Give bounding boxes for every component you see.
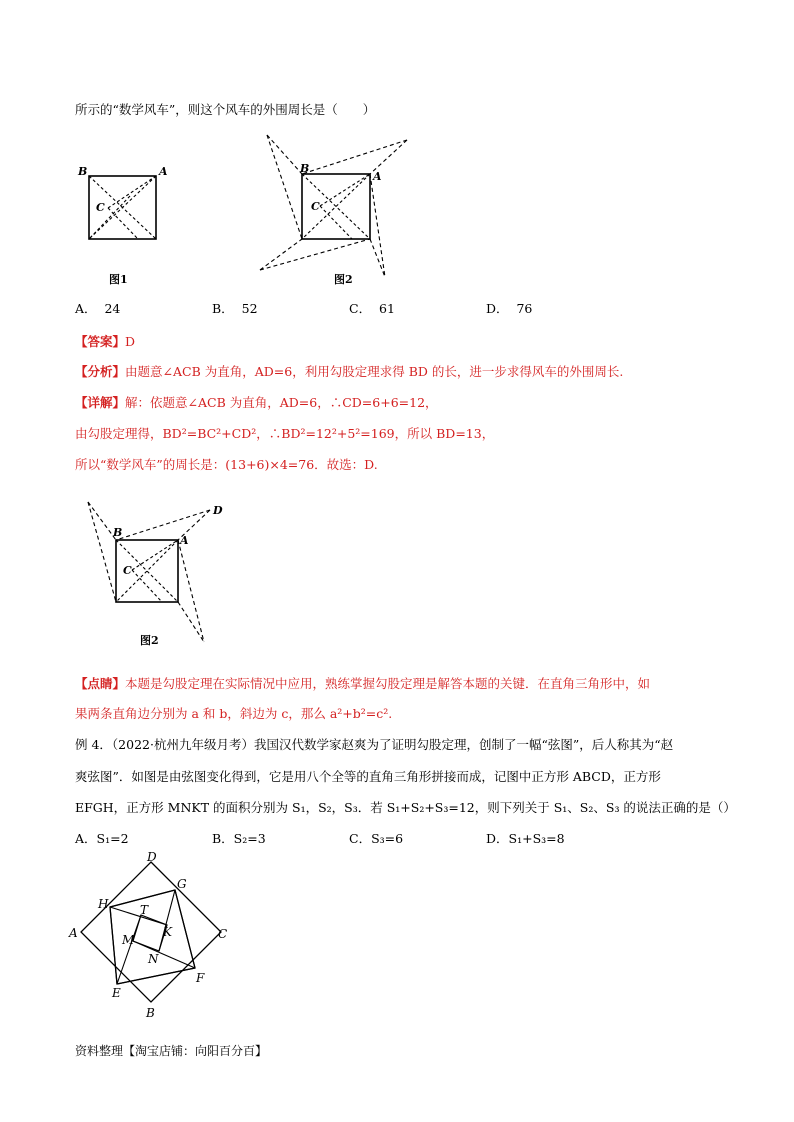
analysis-line: 【分析】由题意∠ACB 为直角，AD=6，利用勾股定理求得 BD 的长，进一步求得风车的外围周长. (75, 364, 624, 379)
choice-b: B．S₂=3 (212, 831, 266, 846)
figure-2-caption: 图2 (334, 273, 353, 286)
label-C: C (96, 201, 105, 214)
label-A: A (373, 170, 382, 183)
label-E: E (112, 986, 121, 1000)
label-C: C (218, 927, 228, 941)
choice-d: D． 76 (486, 301, 533, 316)
label-D: D (147, 852, 157, 864)
figure-solution-caption: 图2 (140, 634, 159, 647)
label-B: B (113, 526, 123, 539)
label-N: N (148, 952, 159, 966)
label-C: C (311, 200, 320, 213)
comment-line-2: 果两条直角边分别为 a 和 b，斜边为 c，那么 a²+b²=c². (75, 706, 393, 721)
label-C: C (123, 564, 132, 577)
figure-solution (80, 494, 230, 654)
label-G: G (177, 877, 187, 891)
question-text: 所示的“数学风车”，则这个风车的外围周长是（ ） (75, 102, 376, 117)
example4-line-3: EFGH，正方形 MNKT 的面积分别为 S₁，S₂，S₃．若 S₁+S₂+S₃=12，则下列关于 S₁、S₂、S₃ 的说法正确的是（） (75, 800, 736, 815)
choice-c: C．S₃=6 (349, 831, 404, 846)
example4-line-1: 例 4．（2022·杭州九年级月考）我国汉代数学家赵爽为了证明勾股定理，创制了一幅“弦图”，后人称其为“赵 (75, 737, 674, 752)
detail-line-3: 所以“数学风车”的周长是：(13+6)×4=76．故选：D. (75, 457, 378, 472)
choice-a: A．S₁=2 (75, 831, 129, 846)
detail-line-2: 由勾股定理得，BD²=BC²+CD²，∴BD²=12²+5²=169，所以 BD=13， (75, 426, 495, 441)
figure-1 (70, 160, 180, 290)
figure-nested-squares (65, 852, 245, 1022)
label-F: F (196, 971, 205, 985)
figure-2 (255, 130, 425, 290)
label-B: B (146, 1006, 155, 1020)
label-B: B (300, 162, 310, 175)
label-M: M (122, 933, 135, 947)
comment-line-1: 【点睛】本题是勾股定理在实际情况中应用，熟练掌握勾股定理是解答本题的关键．在直角三角形中，如 (75, 676, 651, 691)
label-A: A (69, 926, 78, 940)
label-T: T (140, 903, 149, 917)
choice-b: B． 52 (212, 301, 258, 316)
label-A: A (159, 165, 168, 178)
detail-line-1: 【详解】解：依题意∠ACB 为直角，AD=6，∴CD=6+6=12， (75, 395, 438, 410)
footer-source: 资料整理【淘宝店铺：向阳百分百】 (75, 1044, 268, 1058)
label-K: K (163, 925, 172, 939)
label-B: B (78, 165, 88, 178)
answer-line: 【答案】D (75, 334, 136, 349)
figure-1-caption: 图1 (109, 273, 128, 286)
label-D: D (213, 504, 223, 517)
example4-line-2: 爽弦图”．如图是由弦图变化得到，它是用八个全等的直角三角形拼接而成，记图中正方形 ABCD，正方形 (75, 769, 661, 784)
label-A: A (180, 534, 189, 547)
choice-a: A． 24 (75, 301, 121, 316)
choice-d: D．S₁+S₃=8 (486, 831, 565, 846)
label-H: H (98, 897, 109, 911)
choice-c: C． 61 (349, 301, 395, 316)
